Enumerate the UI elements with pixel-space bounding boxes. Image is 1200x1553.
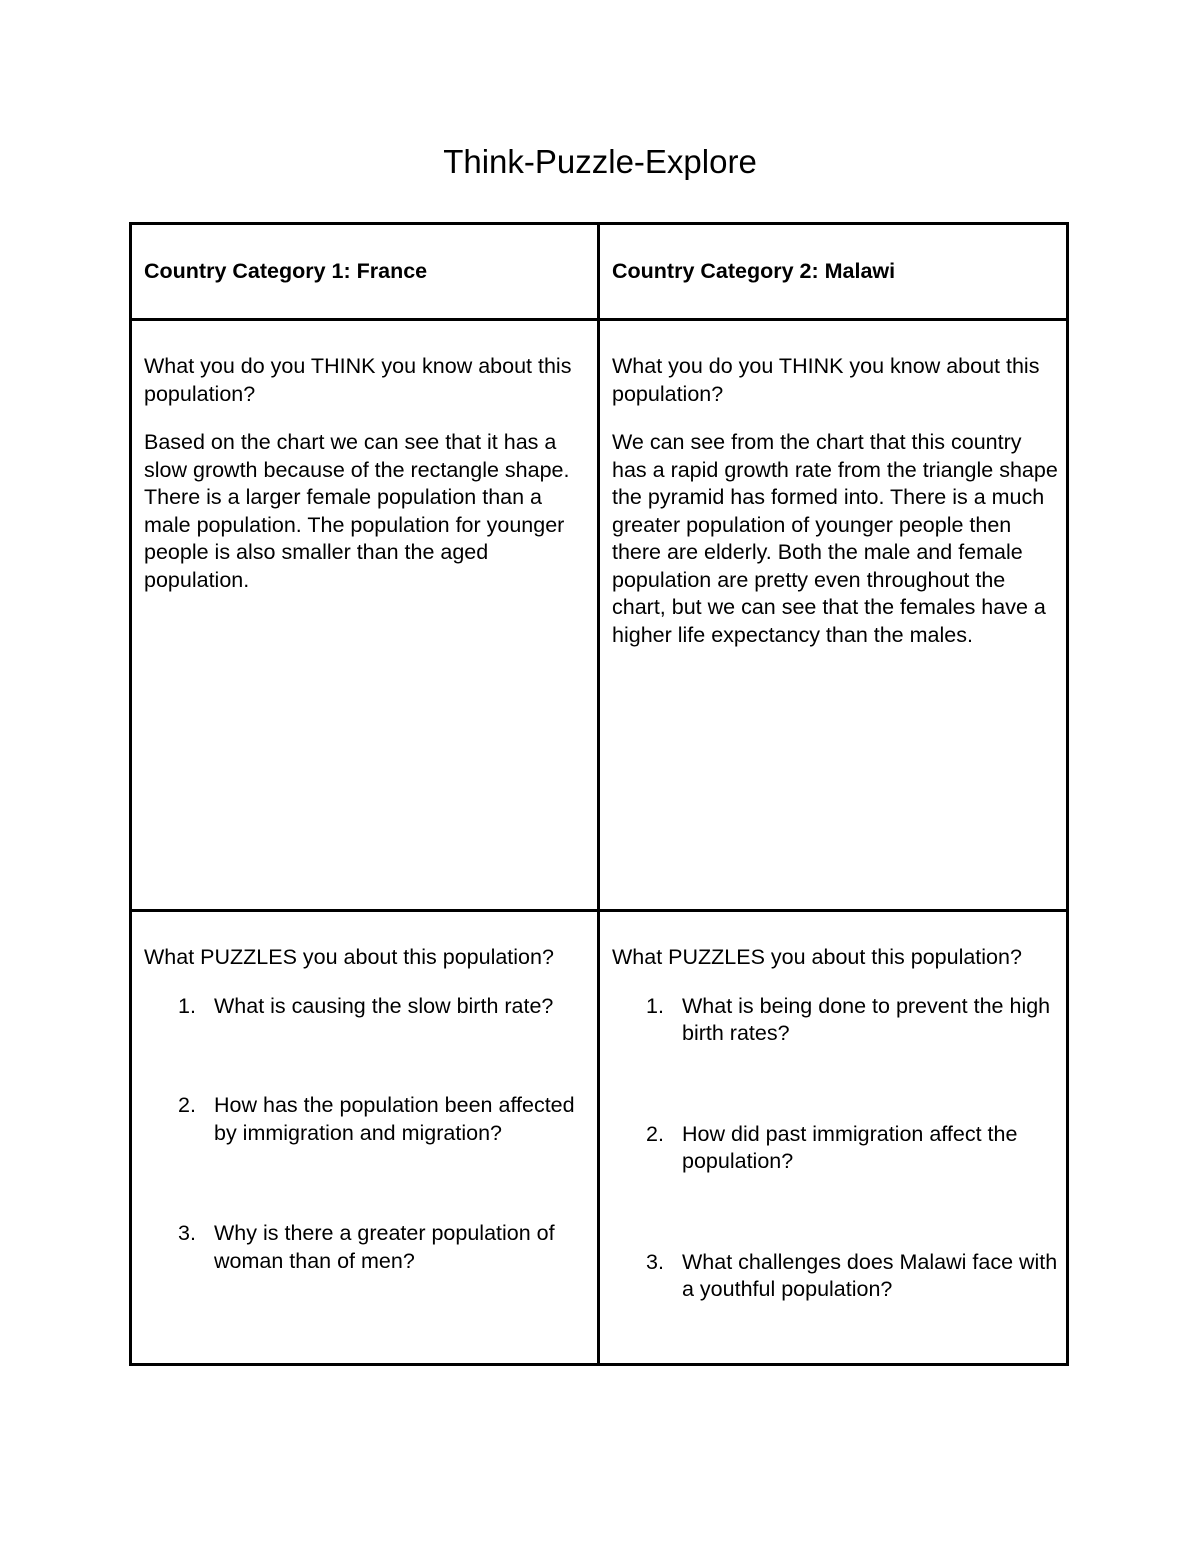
puzzle-list-france (144, 993, 587, 1276)
list-number: 3. (178, 1221, 196, 1245)
puzzle-question: How has the population been affected by immigration and migration? (214, 1093, 575, 1145)
list-item (612, 993, 1059, 1048)
think-answer-france: Based on the chart we can see that it has a slow growth because of the rectangle shape. There is a larger female population than a male population. The population for younger people is also smaller than the aged population. (144, 430, 570, 592)
list-number: 1. (646, 993, 664, 1018)
header-cell-malawi (600, 225, 1069, 321)
puzzle-question: Why is there a greater population of woman than of men? (214, 1221, 555, 1273)
puzzle-question: What is being done to prevent the high birth rates? (682, 993, 1051, 1045)
list-number: 2. (646, 1121, 664, 1146)
think-prompt-france: What you do you THINK you know about this population? (144, 354, 572, 406)
puzzle-cell-france (132, 912, 600, 1363)
column-header-france: Country Category 1: France (144, 258, 428, 283)
think-puzzle-explore-table (129, 222, 1069, 1366)
list-item (144, 1092, 587, 1147)
puzzle-list-malawi (612, 993, 1059, 1304)
list-number: 2. (178, 1093, 196, 1117)
think-cell-france (132, 321, 600, 912)
think-prompt-malawi: What you do you THINK you know about this population? (612, 354, 1040, 406)
think-cell-malawi (600, 321, 1069, 912)
puzzle-question: What is causing the slow birth rate? (214, 993, 554, 1018)
page-title: Think-Puzzle-Explore (443, 143, 757, 180)
puzzle-prompt-france: What PUZZLES you about this population? (144, 945, 554, 969)
list-item (144, 993, 587, 1021)
puzzle-question: How did past immigration affect the population? (682, 1121, 1018, 1173)
list-item (612, 1249, 1059, 1304)
puzzle-cell-malawi (600, 912, 1069, 1363)
list-number: 1. (178, 993, 196, 1018)
column-header-malawi: Country Category 2: Malawi (612, 258, 896, 283)
puzzle-question: What challenges does Malawi face with a youthful population? (682, 1249, 1058, 1301)
header-cell-france (132, 225, 600, 321)
list-item (144, 1220, 587, 1275)
puzzle-prompt-malawi: What PUZZLES you about this population? (612, 945, 1022, 969)
think-answer-malawi: We can see from the chart that this country has a rapid growth rate from the triangle shape the pyramid has formed into. There is a much greater population of younger people then there are elderly. Both the male and female population are pretty even throughout the chart, but we can see that the females have a higher life expectancy than the males. (612, 430, 1058, 647)
list-number: 3. (646, 1249, 664, 1274)
list-item (612, 1121, 1059, 1176)
